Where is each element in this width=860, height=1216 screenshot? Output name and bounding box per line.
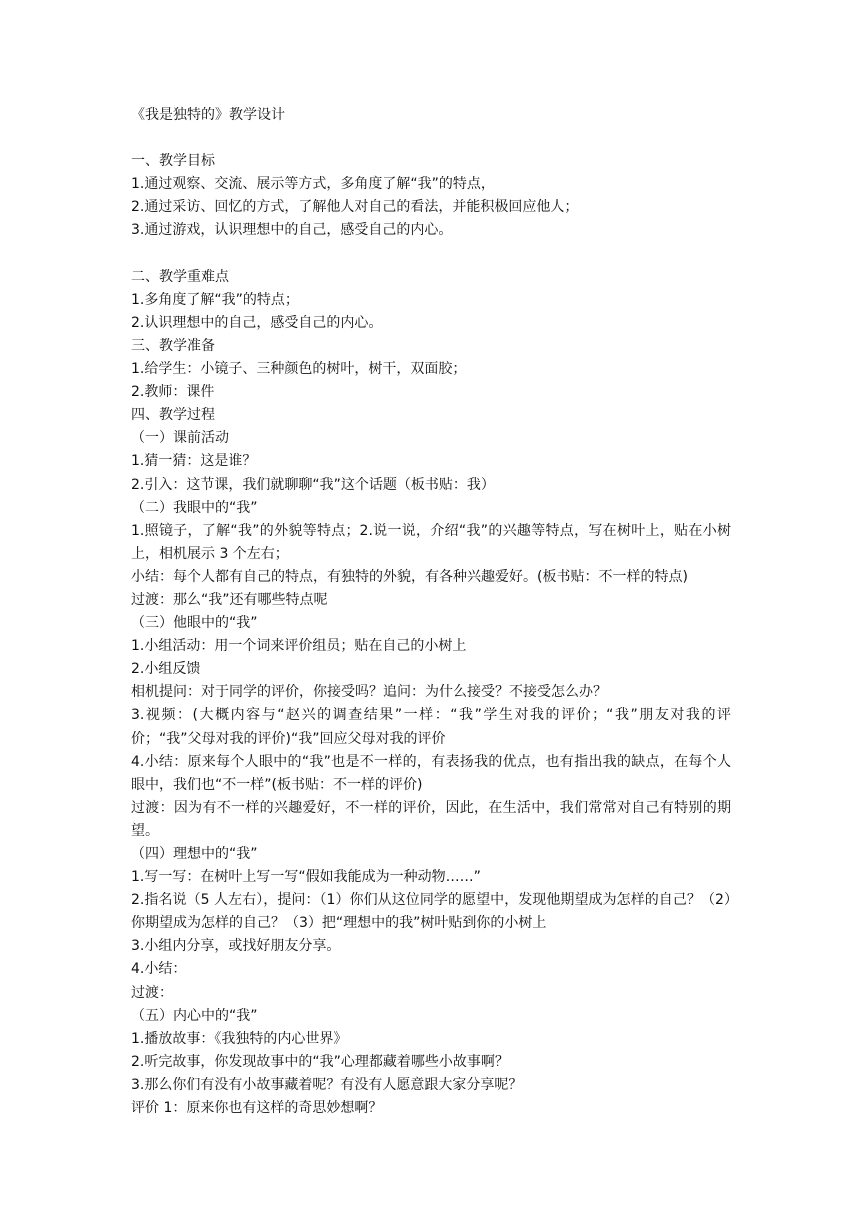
- text-line: 相机提问：对于同学的评价，你接受吗？追问：为什么接受？不接受怎么办？: [131, 684, 607, 701]
- text-line: （一）课前活动: [131, 430, 229, 447]
- document-title: 《我是独特的》教学设计: [131, 107, 285, 123]
- document-body: [131, 104, 731, 1120]
- text-line: 过渡：: [131, 984, 173, 1001]
- text-line: 3.视频：(大概内容与“赵兴的调查结果”一样：“我”学生对我的评价；“我”朋友对我的评价；“我”父母对我的评价)“我”回应父母对我的评价: [131, 707, 731, 747]
- text-line: 2.指名说（5 人左右），提问：（1）你们从这位同学的愿望中，发现他期望成为怎样的自己？（2）你期望成为怎样的自己？（3）把“理想中的我”树叶贴到你的小树上: [131, 892, 731, 932]
- text-line: 1.猜一猜：这是谁？: [131, 453, 257, 470]
- text-line: 2.教师：课件: [131, 384, 215, 401]
- text-line: 1.写一写：在树叶上写一写“假如我能成为一种动物……”: [131, 869, 481, 886]
- text-line: 1.小组活动：用一个词来评价组员；贴在自己的小树上: [131, 638, 467, 655]
- text-line: 2.小组反馈: [131, 661, 201, 678]
- text-line: 3.小组内分享，或找好朋友分享。: [131, 938, 341, 955]
- blank-line: [131, 127, 731, 150]
- text-line: 3.那么你们有没有小故事藏着呢？有没有人愿意跟大家分享呢？: [131, 1076, 523, 1093]
- text-line: （五）内心中的“我”: [131, 1007, 258, 1024]
- text-line: 2.通过采访、回忆的方式，了解他人对自己的看法，并能积极回应他人；: [131, 199, 579, 216]
- text-line: （四）理想中的“我”: [131, 846, 258, 862]
- text-line: 1.照镜子，了解“我”的外貌等特点；2.说一说，介绍“我”的兴趣等特点，写在树叶上，贴在小树上，相机展示 3 个左右；: [131, 522, 731, 562]
- text-line: 过渡：因为有不一样的兴趣爱好，不一样的评价，因此，在生活中，我们常常对自己有特别的期望。: [131, 799, 731, 839]
- text-line: 3.通过游戏，认识理想中的自己，感受自己的内心。: [131, 222, 453, 239]
- text-line: 1.播放故事：《我独特的内心世界》: [131, 1030, 348, 1047]
- text-line: 四、教学过程: [131, 407, 215, 424]
- text-line: 二、教学重难点: [131, 268, 229, 285]
- text-line: 1.通过观察、交流、展示等方式，多角度了解“我”的特点，: [131, 176, 495, 193]
- text-line: 4.小结：: [131, 961, 187, 978]
- text-line: 2.听完故事，你发现故事中的“我”心理都藏着哪些小故事啊？: [131, 1053, 509, 1070]
- text-line: 1.多角度了解“我”的特点；: [131, 291, 299, 308]
- blank-line: [131, 243, 731, 266]
- text-line: 三、教学准备: [131, 337, 215, 354]
- text-line: 4.小结：原来每个人眼中的“我”也是不一样的，有表扬我的优点，也有指出我的缺点，在每个人眼中，我们也“不一样”(板书贴：不一样的评价): [131, 753, 731, 793]
- text-line: 2.认识理想中的自己，感受自己的内心。: [131, 314, 383, 331]
- text-line: （二）我眼中的“我”: [131, 499, 258, 516]
- text-line: （三）他眼中的“我”: [131, 615, 258, 632]
- text-line: 过渡：那么“我”还有哪些特点呢: [131, 591, 328, 608]
- text-line: 一、教学目标: [131, 153, 215, 170]
- text-line: 评价 1：原来你也有这样的奇思妙想啊？: [131, 1100, 383, 1117]
- text-line: 2.引入：这节课，我们就聊聊“我”这个话题（板书贴：我）: [131, 476, 495, 493]
- text-line: 1.给学生：小镜子、三种颜色的树叶，树干，双面胶；: [131, 361, 467, 378]
- text-line: 小结：每个人都有自己的特点，有独特的外貌，有各种兴趣爱好。(板书贴：不一样的特点): [131, 568, 688, 585]
